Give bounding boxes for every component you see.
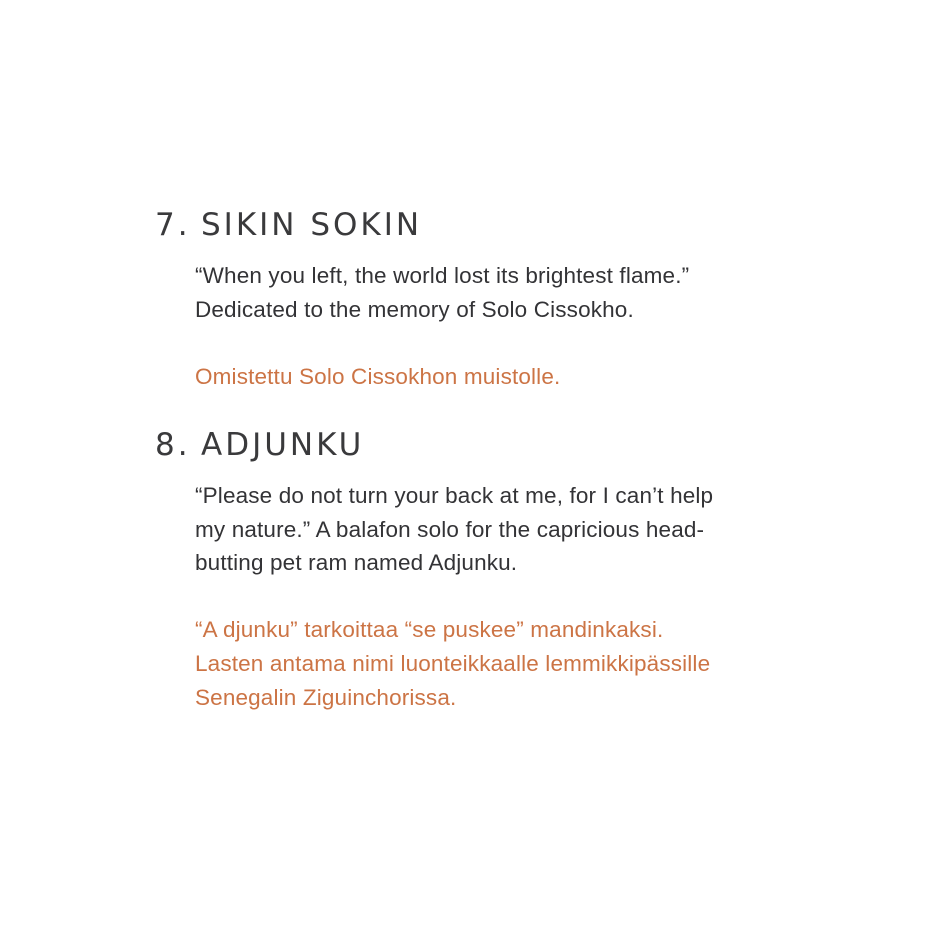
track-8-english-line-2: my nature.” A balafon solo for the capricious head- — [195, 516, 705, 542]
track-7-title — [155, 203, 815, 247]
track-7-number: 7. — [155, 207, 191, 243]
track-7-english-description — [195, 259, 815, 326]
track-8-english-description — [195, 479, 815, 580]
track-8-finnish-line-3: Senegalin Ziguinchorissa. — [195, 684, 457, 710]
track-8-number: 8. — [155, 427, 191, 463]
track-8-name: ADJUNKU — [201, 427, 365, 463]
track-8-section — [155, 423, 815, 714]
track-7-finnish-description — [195, 360, 815, 394]
track-8-english-line-1: “Please do not turn your back at me, for I can’t help — [195, 483, 714, 508]
track-8-english-line-3: butting pet ram named Adjunku. — [195, 550, 518, 576]
track-7-section — [155, 203, 815, 393]
track-7-english-line-1: “When you left, the world lost its brightest flame.” — [195, 263, 690, 288]
track-8-finnish-description — [195, 613, 815, 714]
track-8-finnish-line-2: Lasten antama nimi luonteikkaalle lemmikkipässille — [195, 650, 711, 676]
track-8-body — [195, 479, 815, 714]
track-7-english-line-2: Dedicated to the memory of Solo Cissokho. — [195, 296, 634, 322]
track-7-finnish-line-1: Omistettu Solo Cissokhon muistolle. — [195, 363, 561, 389]
track-8-finnish-line-1: “A djunku” tarkoittaa “se puskee” mandinkaksi. — [195, 617, 664, 643]
track-7-body — [195, 259, 815, 393]
track-7-name: SIKIN SOKIN — [201, 207, 423, 243]
track-8-title — [155, 423, 815, 467]
